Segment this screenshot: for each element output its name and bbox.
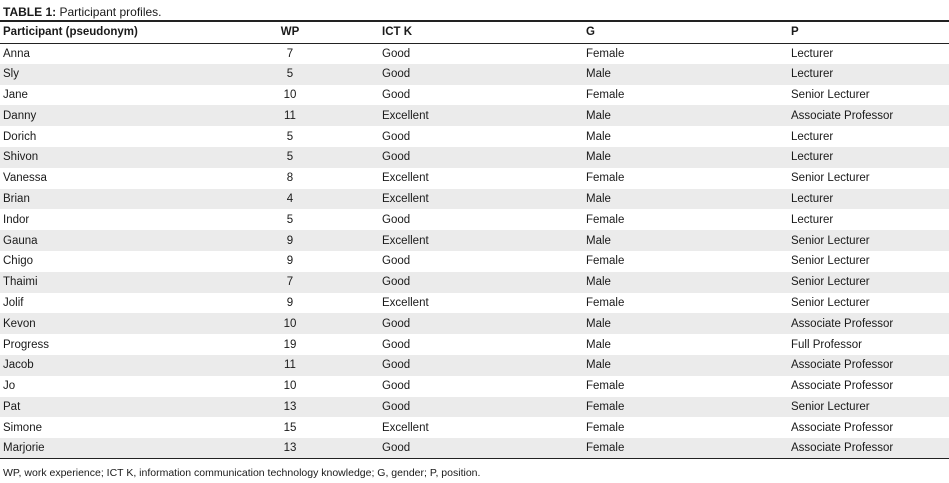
wp-cell: 13 [283, 400, 297, 413]
position-cell: Associate Professor [791, 317, 894, 330]
participant-cell: Gauna [3, 234, 38, 247]
header-p: P [791, 26, 799, 39]
participant-cell: Jacob [3, 359, 34, 372]
wp-cell: 5 [286, 213, 294, 226]
table-row [0, 272, 949, 293]
table-row [0, 43, 949, 64]
position-cell: Senior Lecturer [791, 172, 870, 185]
header-ict-k: ICT K [382, 26, 413, 39]
wp-cell: 15 [283, 421, 297, 434]
position-cell: Associate Professor [791, 421, 894, 434]
position-cell: Lecturer [791, 213, 834, 226]
table-row [0, 85, 949, 106]
ict-k-cell: Good [382, 47, 411, 60]
table-caption [3, 4, 162, 20]
ict-k-cell: Good [382, 338, 411, 351]
gender-cell: Female [586, 400, 625, 413]
table-row [0, 126, 949, 147]
position-cell: Associate Professor [791, 442, 894, 455]
gender-cell: Female [586, 255, 625, 268]
participant-cell: Sly [3, 68, 19, 81]
position-cell: Associate Professor [791, 359, 894, 372]
gender-cell: Male [586, 338, 611, 351]
ict-k-cell: Good [382, 276, 411, 289]
participant-table [0, 20, 949, 459]
position-cell: Senior Lecturer [791, 296, 870, 309]
position-cell: Lecturer [791, 130, 834, 143]
position-cell: Lecturer [791, 192, 834, 205]
participant-cell: Kevon [3, 317, 36, 330]
position-cell: Full Professor [791, 338, 862, 351]
position-cell: Lecturer [791, 151, 834, 164]
table-row [0, 105, 949, 126]
wp-cell: 5 [286, 130, 294, 143]
table-row [0, 147, 949, 168]
participant-cell: Progress [3, 338, 50, 351]
participant-cell: Jane [3, 88, 28, 101]
wp-cell: 10 [283, 317, 297, 330]
position-cell: Associate Professor [791, 380, 894, 393]
gender-cell: Male [586, 276, 611, 289]
wp-cell: 10 [283, 380, 297, 393]
position-cell: Lecturer [791, 68, 834, 81]
table-caption-text: Participant profiles. [56, 5, 162, 19]
ict-k-cell: Excellent [382, 421, 429, 434]
ict-k-cell: Excellent [382, 296, 429, 309]
wp-cell: 11 [284, 109, 296, 122]
participant-cell: Marjorie [3, 442, 45, 455]
participant-cell: Chigo [3, 255, 34, 268]
wp-cell: 13 [283, 442, 297, 455]
gender-cell: Male [586, 192, 611, 205]
ict-k-cell: Good [382, 130, 411, 143]
gender-cell: Female [586, 47, 625, 60]
table-row [0, 313, 949, 334]
position-cell: Associate Professor [791, 109, 894, 122]
wp-cell: 5 [286, 68, 294, 81]
gender-cell: Male [586, 359, 611, 372]
ict-k-cell: Good [382, 255, 411, 268]
gender-cell: Female [586, 442, 625, 455]
gender-cell: Male [586, 151, 611, 164]
participant-cell: Jo [3, 380, 16, 393]
ict-k-cell: Good [382, 442, 411, 455]
header-g: G [586, 26, 595, 39]
gender-cell: Female [586, 88, 625, 101]
participant-cell: Anna [3, 47, 30, 60]
position-cell: Senior Lecturer [791, 88, 870, 101]
wp-cell: 9 [286, 234, 294, 247]
participant-cell: Jolif [3, 296, 24, 309]
wp-cell: 7 [286, 47, 294, 60]
gender-cell: Male [586, 234, 611, 247]
table-row [0, 189, 949, 210]
participant-cell: Vanessa [3, 172, 47, 185]
ict-k-cell: Excellent [382, 192, 429, 205]
gender-cell: Female [586, 213, 625, 226]
header-participant: Participant (pseudonym) [3, 26, 138, 39]
table-header-row [0, 21, 949, 43]
table-row [0, 397, 949, 418]
wp-cell: 10 [283, 88, 297, 101]
gender-cell: Female [586, 172, 625, 185]
gender-cell: Female [586, 380, 625, 393]
gender-cell: Male [586, 317, 611, 330]
position-cell: Lecturer [791, 47, 834, 60]
participant-cell: Indor [3, 213, 30, 226]
gender-cell: Female [586, 421, 625, 434]
position-cell: Senior Lecturer [791, 400, 870, 413]
wp-cell: 5 [286, 151, 294, 164]
table-row [0, 355, 949, 376]
gender-cell: Male [586, 109, 611, 122]
ict-k-cell: Excellent [382, 172, 429, 185]
ict-k-cell: Good [382, 317, 411, 330]
ict-k-cell: Good [382, 88, 411, 101]
table-row [0, 334, 949, 355]
table-caption-label: TABLE 1: [3, 5, 57, 19]
position-cell: Senior Lecturer [791, 276, 870, 289]
table-row [0, 168, 949, 189]
table-row [0, 64, 949, 85]
ict-k-cell: Good [382, 380, 411, 393]
wp-cell: 19 [283, 338, 297, 351]
ict-k-cell: Good [382, 213, 411, 226]
ict-k-cell: Good [382, 400, 411, 413]
participant-cell: Danny [3, 109, 37, 122]
participant-cell: Dorich [3, 130, 37, 143]
ict-k-cell: Good [382, 68, 411, 81]
wp-cell: 7 [286, 276, 294, 289]
table-footnote: WP, work experience; ICT K, information communication technology knowledge; G, gender; P, position. [3, 467, 481, 479]
header-wp: WP [280, 26, 300, 39]
gender-cell: Male [586, 130, 611, 143]
participant-cell: Shivon [3, 151, 39, 164]
gender-cell: Male [586, 68, 611, 81]
table-row [0, 230, 949, 251]
table-row [0, 251, 949, 272]
position-cell: Senior Lecturer [791, 255, 870, 268]
table-row [0, 209, 949, 230]
wp-cell: 9 [286, 296, 294, 309]
participant-cell: Simone [3, 421, 42, 434]
table-row [0, 376, 949, 397]
table-body [0, 43, 949, 459]
ict-k-cell: Excellent [382, 234, 429, 247]
position-cell: Senior Lecturer [791, 234, 870, 247]
participant-cell: Thaimi [3, 276, 38, 289]
ict-k-cell: Good [382, 151, 411, 164]
participant-cell: Pat [3, 400, 21, 413]
wp-cell: 4 [286, 192, 294, 205]
table-row [0, 438, 949, 459]
participant-cell: Brian [3, 192, 30, 205]
wp-cell: 9 [286, 255, 294, 268]
wp-cell: 8 [286, 172, 294, 185]
ict-k-cell: Excellent [382, 109, 429, 122]
table-row [0, 293, 949, 314]
table-row [0, 417, 949, 438]
wp-cell: 11 [284, 359, 296, 372]
gender-cell: Female [586, 296, 625, 309]
ict-k-cell: Good [382, 359, 411, 372]
